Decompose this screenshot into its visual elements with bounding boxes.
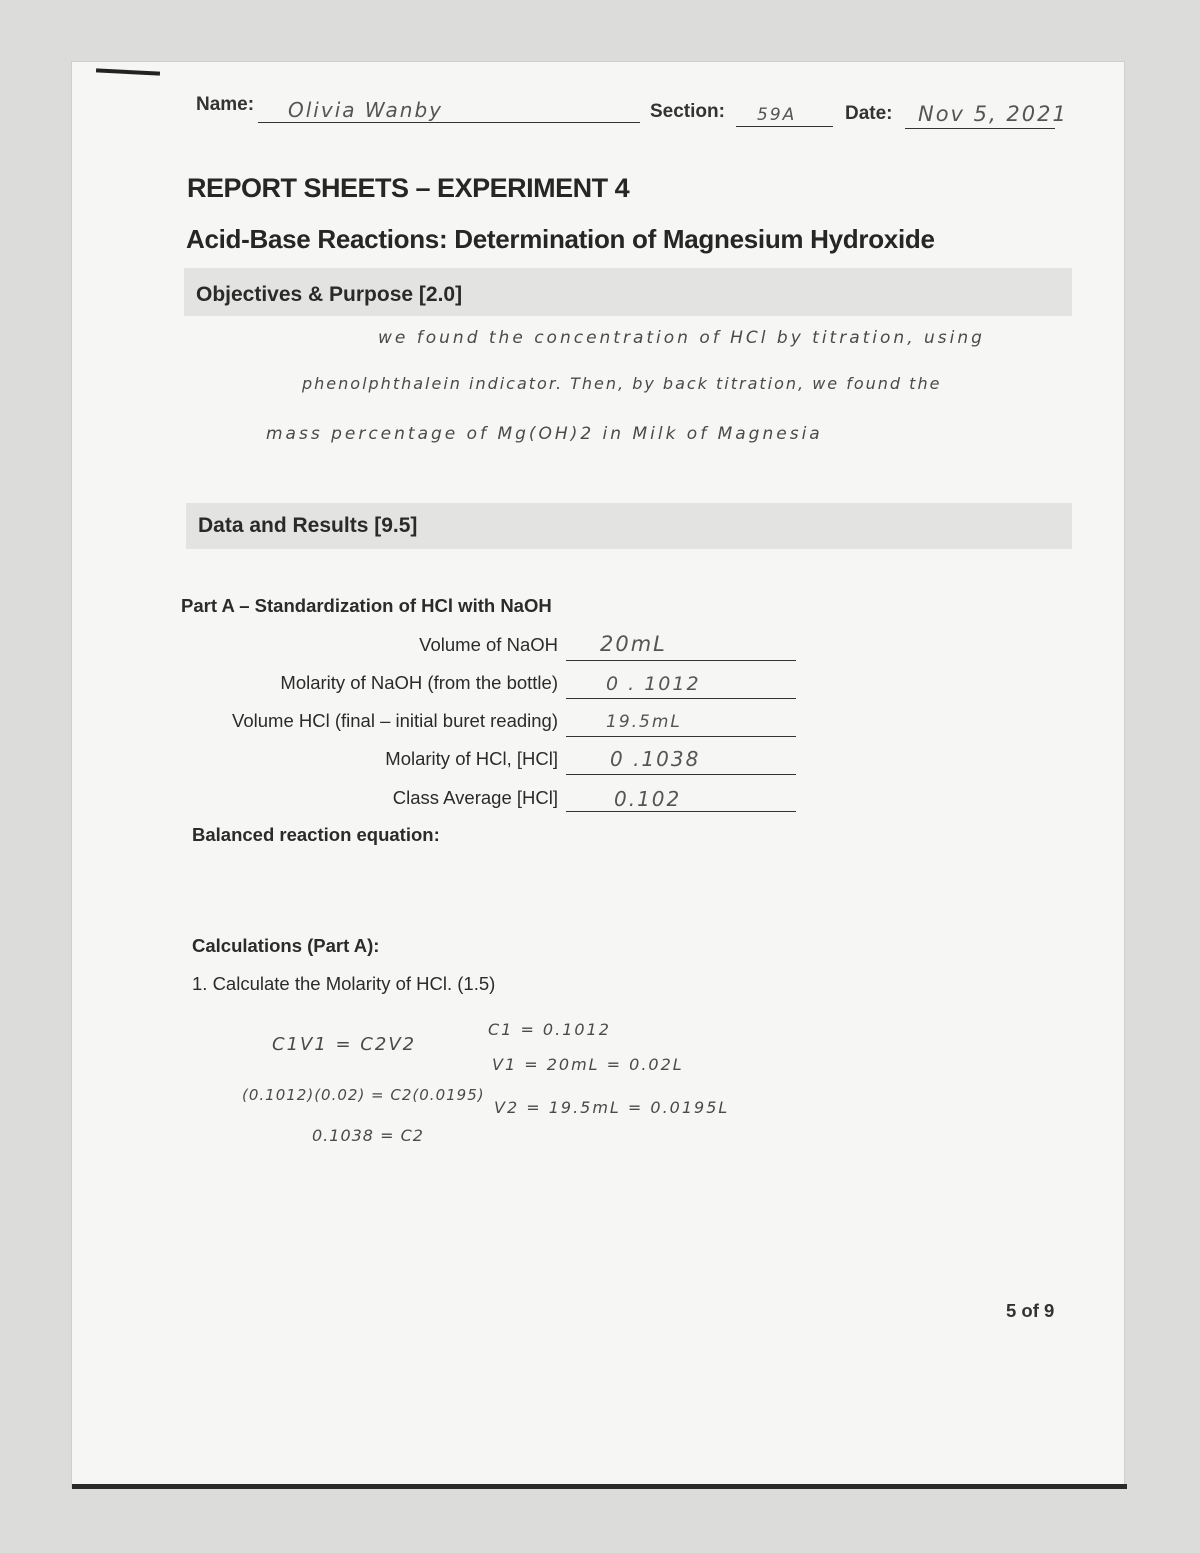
row-line-molarity-hcl bbox=[566, 774, 796, 775]
objectives-heading: Objectives & Purpose [2.0] bbox=[196, 283, 463, 306]
row-value-volume-naoh: 20mL bbox=[600, 632, 667, 656]
report-title: REPORT SHEETS – EXPERIMENT 4 bbox=[187, 173, 630, 203]
section-underline bbox=[736, 126, 833, 127]
date-underline bbox=[905, 128, 1055, 129]
page-bottom-edge bbox=[72, 1484, 1127, 1489]
calculations-heading: Calculations (Part A): bbox=[192, 935, 380, 956]
experiment-title: Acid-Base Reactions: Determination of Magnesium Hydroxide bbox=[186, 224, 935, 254]
name-label: Name: bbox=[196, 94, 255, 115]
calc-formula: C1V1 = C2V2 bbox=[272, 1034, 417, 1055]
calc-result: 0.1038 = C2 bbox=[312, 1126, 424, 1145]
row-value-volume-hcl: 19.5mL bbox=[606, 712, 682, 732]
objectives-line-3: mass percentage of Mg(OH)2 in Milk of Magnesia bbox=[266, 424, 823, 444]
row-value-molarity-hcl: 0 .1038 bbox=[610, 747, 701, 771]
balanced-equation-label: Balanced reaction equation: bbox=[192, 824, 440, 845]
row-value-class-average: 0.102 bbox=[614, 787, 682, 811]
date-value: Nov 5, 2021 bbox=[918, 102, 1068, 126]
calc-substitution: (0.1012)(0.02) = C2(0.0195) bbox=[242, 1086, 485, 1104]
row-label-volume-naoh: Volume of NaOH bbox=[419, 634, 558, 655]
name-underline bbox=[258, 122, 640, 123]
name-value: Olivia Wanby bbox=[288, 98, 444, 122]
calculations-question-1: 1. Calculate the Molarity of HCl. (1.5) bbox=[192, 973, 496, 994]
row-line-class-average bbox=[566, 811, 796, 812]
row-label-class-average: Class Average [HCl] bbox=[392, 787, 558, 808]
calc-given-v1: V1 = 20mL = 0.02L bbox=[492, 1055, 684, 1074]
objectives-line-1: we found the concentration of HCl by titration, using bbox=[378, 328, 985, 348]
calc-given-c1: C1 = 0.1012 bbox=[488, 1020, 611, 1039]
date-label: Date: bbox=[845, 103, 893, 124]
data-results-heading: Data and Results [9.5] bbox=[198, 514, 418, 537]
section-label: Section: bbox=[650, 101, 725, 122]
row-value-molarity-naoh: 0 . 1012 bbox=[606, 673, 701, 695]
page-number: 5 of 9 bbox=[1006, 1300, 1055, 1321]
row-line-volume-naoh bbox=[566, 660, 796, 661]
part-a-heading: Part A – Standardization of HCl with NaOH bbox=[181, 595, 552, 616]
calc-given-v2: V2 = 19.5mL = 0.0195L bbox=[494, 1098, 730, 1117]
row-line-volume-hcl bbox=[566, 736, 796, 737]
row-label-volume-hcl: Volume HCl (final – initial buret reading) bbox=[232, 710, 558, 731]
row-label-molarity-hcl: Molarity of HCl, [HCl] bbox=[385, 748, 558, 769]
section-value: 59A bbox=[757, 105, 797, 125]
objectives-line-2: phenolphthalein indicator. Then, by back titration, we found the bbox=[302, 374, 942, 393]
row-line-molarity-naoh bbox=[566, 698, 796, 699]
row-label-molarity-naoh: Molarity of NaOH (from the bottle) bbox=[280, 672, 558, 693]
